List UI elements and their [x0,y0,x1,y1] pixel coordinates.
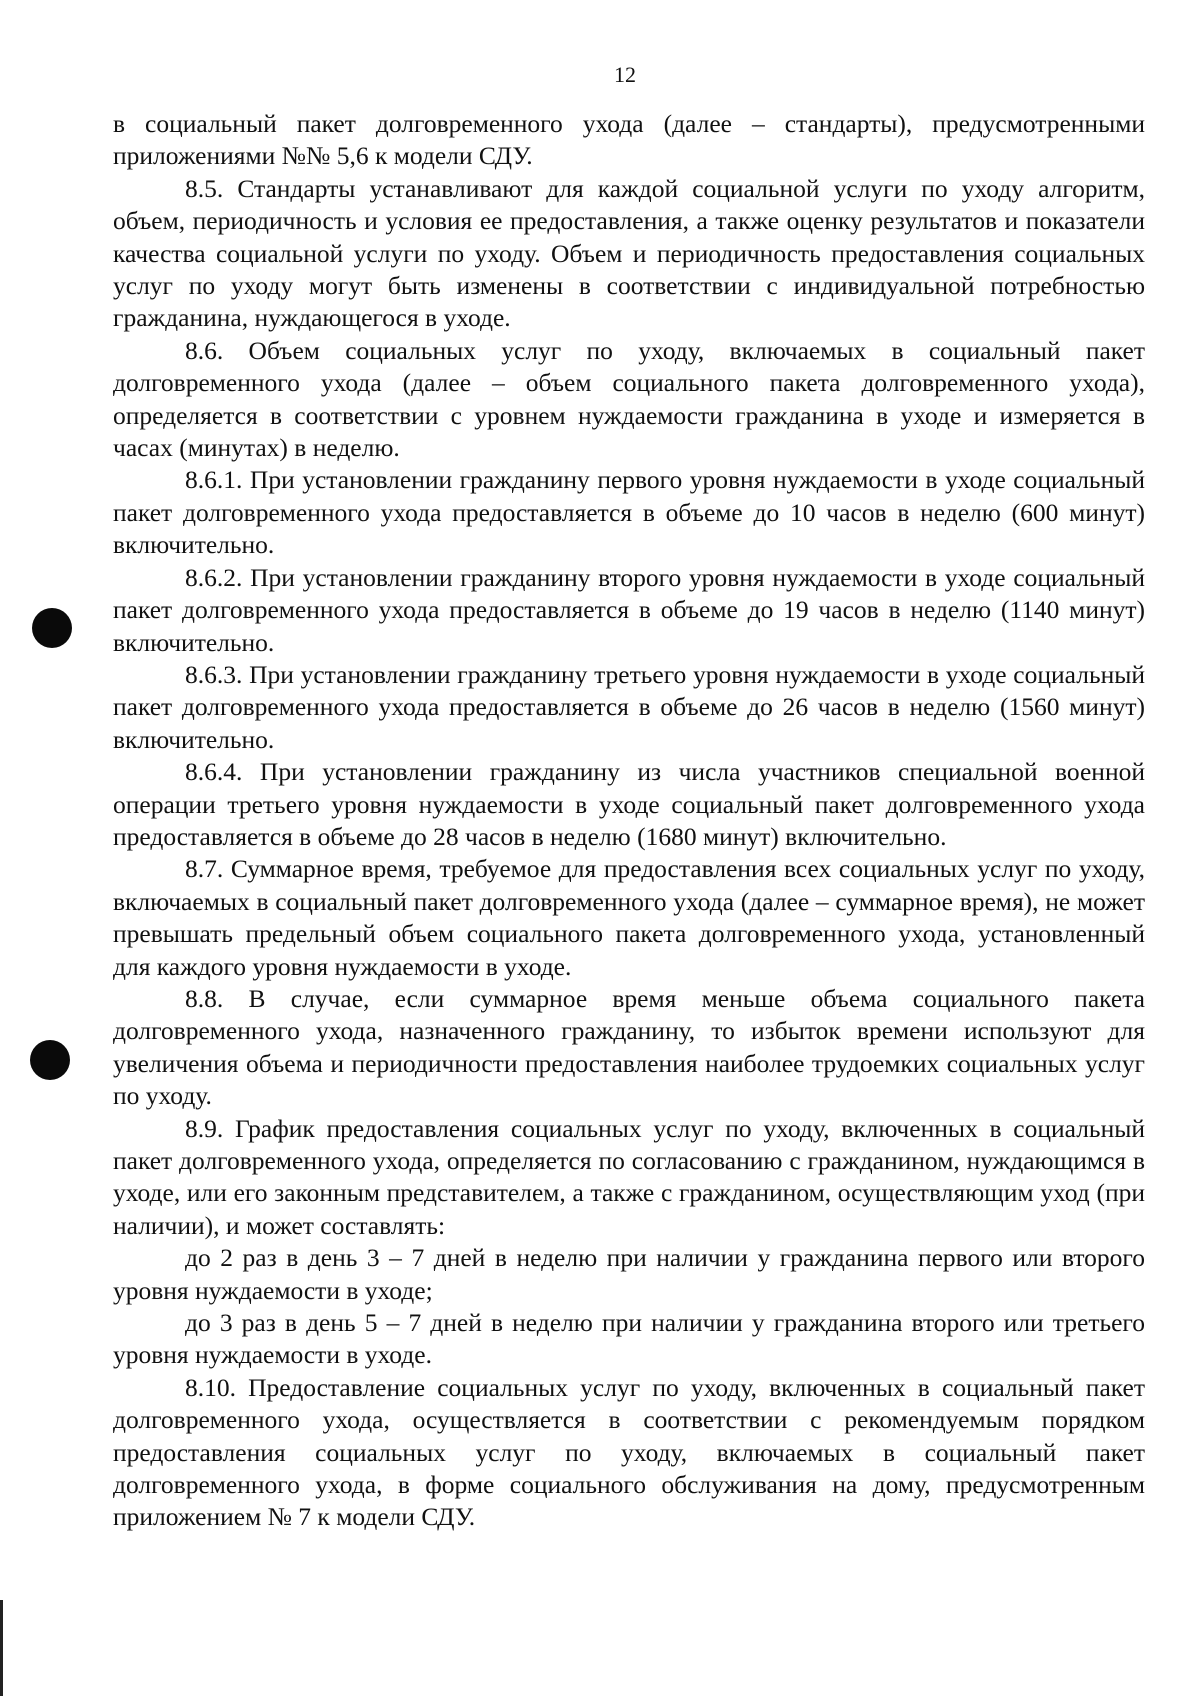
page-number: 12 [614,62,636,87]
schedule-option-1: до 2 раз в день 3 – 7 дней в неделю при наличии у гражданина первого или второго уровня нуждаемости в уходе; [113,1243,1145,1305]
paragraph-8-6: 8.6. Объем социальных услуг по уходу, включаемых в социальный пакет долговременного ухода (далее – объем социального пакета долговременного ухода), определяется в соответствии с уровнем нуждаемости гражданина в уходе и измеряется в часах (минутах) в неделю. [113,335,1145,463]
paragraph-8-9: 8.9. График предоставления социальных услуг по уходу, включенных в социальный пакет долговременного ухода, определяется по согласованию с гражданином, нуждающимся в уходе, или его законным представителем, а также с гражданином, осуществляющим уход (при наличии), и может составлять: [113,1113,1145,1240]
paragraph-8-8: 8.8. В случае, если суммарное время меньше объема социального пакета долговременного ухода, назначенного гражданину, то избыток времени используют для увеличения объема и периодичности предоставления наиболее трудоемких социальных услуг по уходу. [113,983,1145,1111]
punch-hole-mark [32,608,72,648]
paragraph-8-5: 8.5. Стандарты устанавливают для каждой социальной услуги по уходу алгоритм, объем, периодичность и условия ее предоставления, а также оценку результатов и показатели качества социальной услуги по уходу. Объем и периодичность предоставления социальных услуг по уходу могут быть изменены в соответствии с индивидуальной потребностью гражданина, нуждающегося в уходе. [113,173,1145,333]
paragraph-8-6-4: 8.6.4. При установлении гражданину из числа участников специальной военной операции третьего уровня нуждаемости в уходе социальный пакет долговременного ухода предоставляется в объеме до 28 часов в неделю (1680 минут) включительно. [113,757,1145,851]
paragraph-8-6-2: 8.6.2. При установлении гражданину второго уровня нуждаемости в уходе социальный пакет долговременного ухода предоставляется в объеме до 19 часов в неделю (1140 минут) включительно. [113,562,1145,657]
punch-hole-mark [30,1040,70,1080]
paragraph-8-10: 8.10. Предоставление социальных услуг по уходу, включенных в социальный пакет долговременного ухода, осуществляется в соответствии с рекомендуемым порядком предоставления социальных услуг по уходу, включаемых в социальный пакет долговременного ухода, в форме социального обслуживания на дому, предусмотренным приложением № 7 к модели СДУ. [113,1372,1145,1532]
paragraph-continuation: в социальный пакет долговременного ухода (далее – стандарты), предусмотренными приложениями №№ 5,6 к модели СДУ. [113,109,1145,171]
schedule-option-2: до 3 раз в день 5 – 7 дней в неделю при наличии у гражданина второго или третьего уровня нуждаемости в уходе. [113,1308,1145,1370]
scan-edge-line [0,1600,3,1696]
paragraph-8-6-3: 8.6.3. При установлении гражданину третьего уровня нуждаемости в уходе социальный пакет долговременного ухода предоставляется в объеме до 26 часов в неделю (1560 минут) включительно. [113,659,1145,754]
document-body [113,108,1145,1534]
paragraph-8-6-1: 8.6.1. При установлении гражданину первого уровня нуждаемости в уходе социальный пакет долговременного ухода предоставляется в объеме до 10 часов в неделю (600 минут) включительно. [113,465,1145,560]
paragraph-8-7: 8.7. Суммарное время, требуемое для предоставления всех социальных услуг по уходу, включаемых в социальный пакет долговременного ухода (далее – суммарное время), не может превышать предельный объем социального пакета долговременного ухода, установленный для каждого уровня нуждаемости в уходе. [113,854,1145,981]
